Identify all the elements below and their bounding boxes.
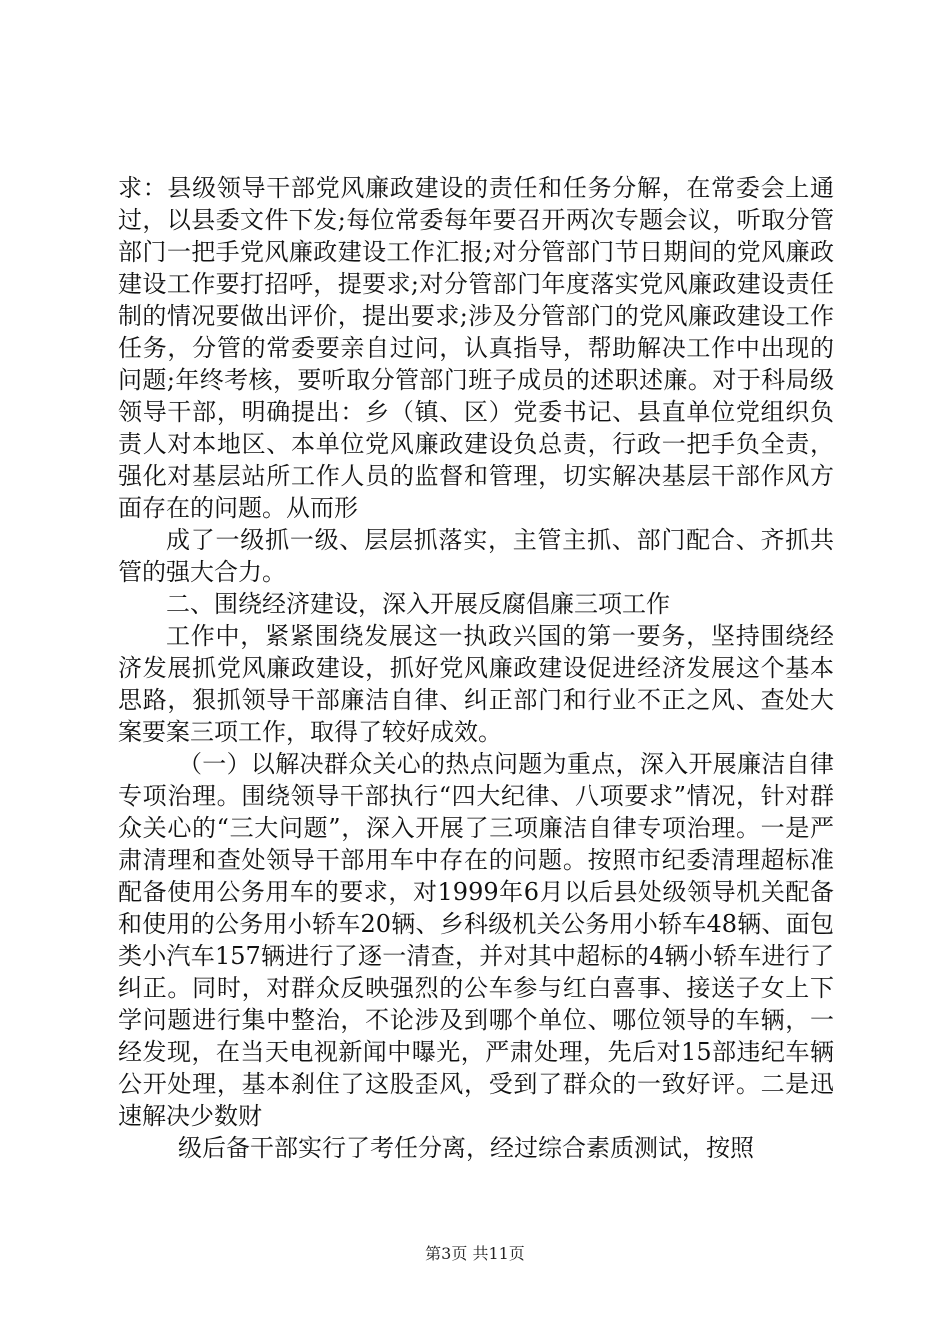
- paragraph-economic-focus: 工作中，紧紧围绕发展这一执政兴国的第一要务，坚持围绕经济发展抓党风廉政建设，抓好党风廉政建设促进经济发展这个基本思路，狠抓领导干部廉洁自律、纠正部门和行业不正之风、查处大案要案三项工作，取得了较好成效。: [118, 622, 834, 746]
- paragraph-reserve-cadres: 级后备干部实行了考任分离，经过综合素质测试，按照: [178, 1134, 754, 1162]
- document-body: [118, 172, 834, 1164]
- paragraph-joint-force: 成了一级抓一级、层层抓落实，主管主抓、部门配合、齐抓共管的强大合力。: [118, 526, 834, 586]
- paragraph-self-discipline: （一）以解决群众关心的热点问题为重点，深入开展廉洁自律专项治理。围绕领导干部执行“四大纪律、八项要求”情况，针对群众关心的“三大问题”，深入开展了三项廉洁自律专项治理。一是严肃清理和查处领导干部用车中存在的问题。按照市纪委清理超标准配备使用公务用车的要求，对1999年6月以后县处级领导机关配备和使用的公务用小轿车20辆、乡科级机关公务用小轿车48辆、面包类小汽车157辆进行了逐一清查，并对其中超标的4辆小轿车进行了纠正。同时，对群众反映强烈的公车参与红白喜事、接送子女上下学问题进行集中整治，不论涉及到哪个单位、哪位领导的车辆，一经发现，在当天电视新闻中曝光，严肃处理，先后对15部违纪车辆公开处理，基本刹住了这股歪风，受到了群众的一致好评。二是迅速解决少数财: [118, 750, 834, 1130]
- page-number-footer: 第3页 共11页: [425, 1244, 525, 1263]
- paragraph-duty-breakdown: 求：县级领导干部党风廉政建设的责任和任务分解，在常委会上通过，以县委文件下发;每位常委每年要召开两次专题会议，听取分管部门一把手党风廉政建设工作汇报;对分管部门节日期间的党风廉政建设工作要打招呼，提要求;对分管部门年度落实党风廉政建设责任制的情况要做出评价，提出要求;涉及分管部门的党风廉政建设工作任务，分管的常委要亲自过问，认真指导，帮助解决工作中出现的问题;年终考核，要听取分管部门班子成员的述职述廉。对于科局级领导干部，明确提出：乡（镇、区）党委书记、县直单位党组织负责人对本地区、本单位党风廉政建设负总责，行政一把手负全责，强化对基层站所工作人员的监督和管理，切实解决基层干部作风方面存在的问题。从而形: [118, 174, 834, 522]
- section-heading-two: 二、围绕经济建设，深入开展反腐倡廉三项工作: [166, 590, 670, 618]
